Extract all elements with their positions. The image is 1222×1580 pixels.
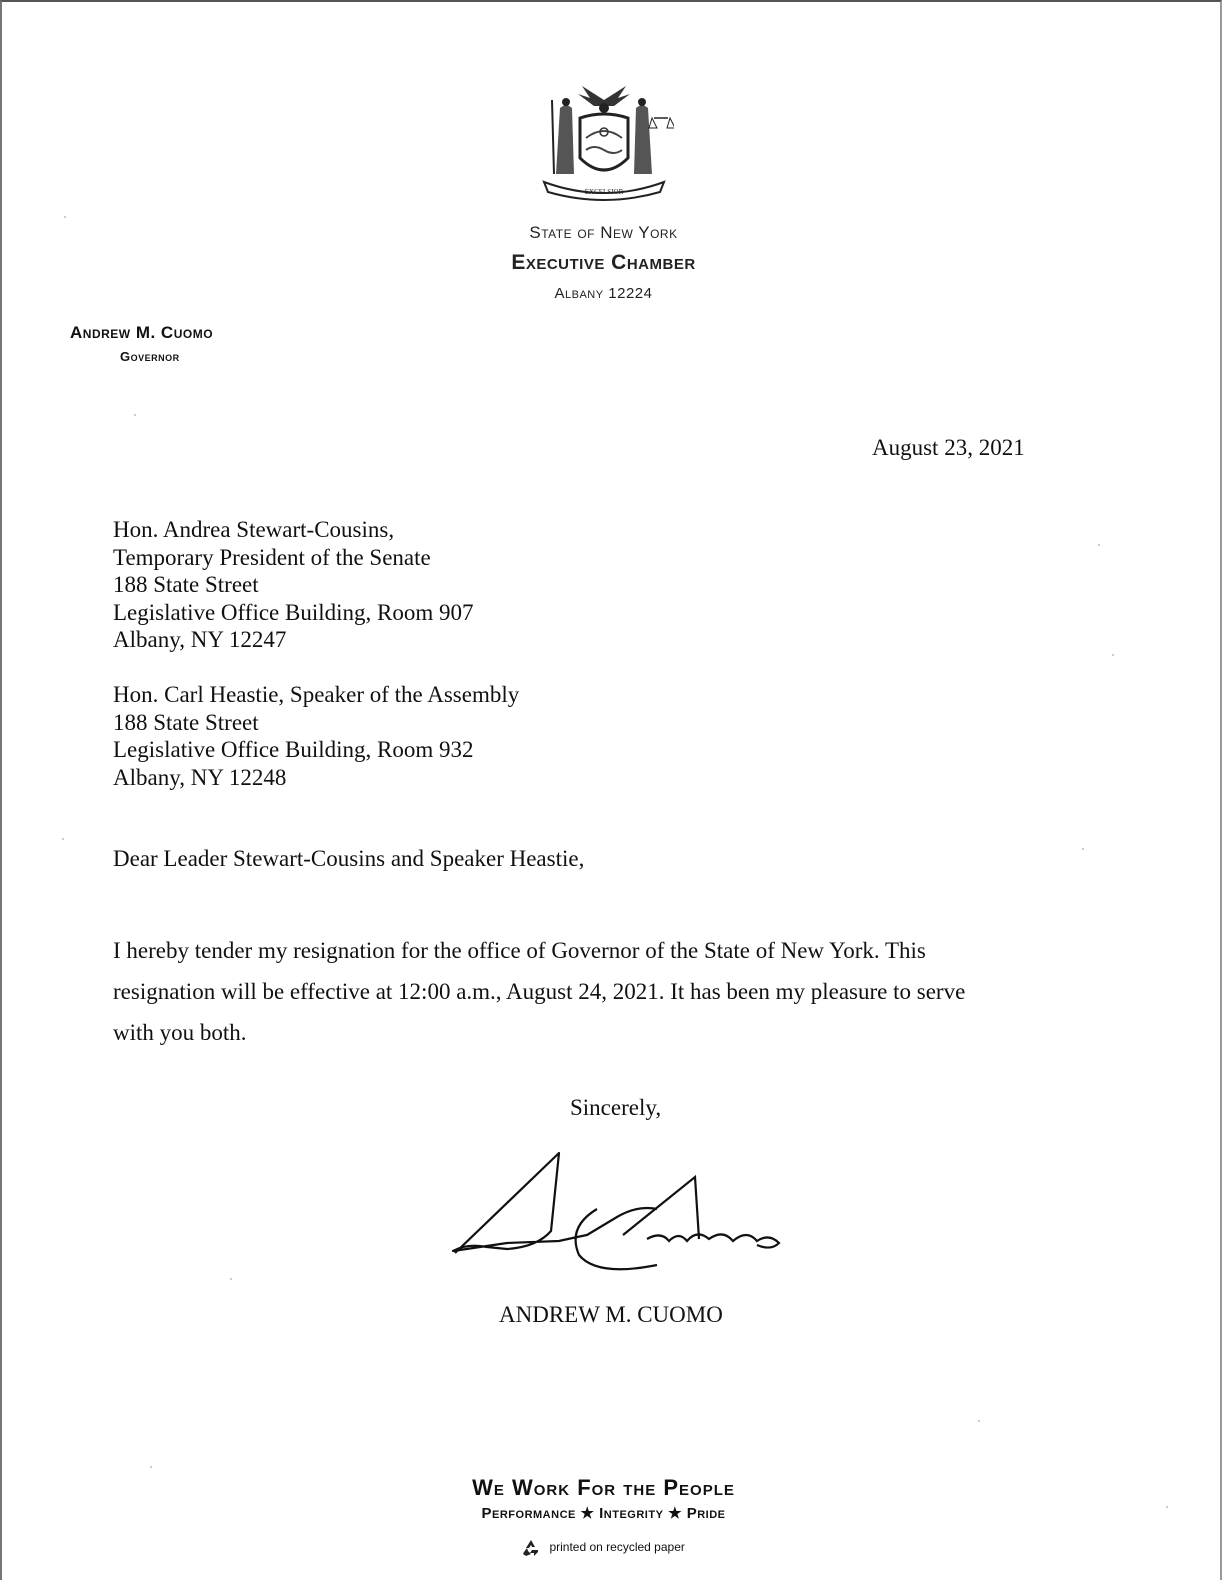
- address-line: Hon. Andrea Stewart-Cousins,: [113, 517, 395, 542]
- letterhead-address: Albany 12224: [554, 285, 653, 302]
- signature-icon: [447, 1147, 787, 1277]
- address-line: 188 State Street: [113, 572, 259, 597]
- governor-name: Andrew M. Cuomo: [70, 323, 214, 342]
- scan-speck: [230, 1278, 232, 1280]
- scan-speck: [978, 1420, 980, 1422]
- letter-body: [113, 930, 1013, 1053]
- salutation: Dear Leader Stewart-Cousins and Speaker Heastie,: [113, 846, 585, 871]
- address-line: Legislative Office Building, Room 932: [113, 737, 474, 762]
- footer-values: Performance ★ Integrity ★ Pride: [481, 1505, 726, 1522]
- signer-name: ANDREW M. CUOMO: [499, 1302, 723, 1327]
- recycle-icon: [522, 1539, 540, 1557]
- address-line: Legislative Office Building, Room 907: [113, 599, 474, 625]
- body-line: I hereby tender my resignation for the office of Governor of the State of New York. This: [113, 938, 926, 963]
- scan-speck: [1112, 654, 1114, 656]
- closing: Sincerely,: [570, 1095, 662, 1120]
- letter-date: August 23, 2021: [872, 435, 1025, 460]
- recycled-note-text: printed on recycled paper: [549, 1540, 685, 1555]
- address-line: Temporary President of the Senate: [113, 544, 431, 570]
- body-line: with you both.: [113, 1020, 247, 1045]
- body-line: resignation will be effective at 12:00 a.m., August 24, 2021. It has been my pleasure to serve: [113, 979, 966, 1004]
- scan-speck: [134, 414, 136, 416]
- recipient-address-senate: [113, 516, 474, 654]
- svg-text:EXCELSIOR: EXCELSIOR: [584, 188, 624, 196]
- state-seal-icon: [534, 78, 674, 204]
- scan-speck: [62, 838, 64, 840]
- address-line: Albany, NY 12247: [113, 627, 287, 652]
- scan-speck: [150, 1466, 152, 1468]
- scan-speck: [1166, 1506, 1168, 1508]
- letterhead-chamber: Executive Chamber: [511, 251, 696, 274]
- letterhead-state-name: State of New York: [529, 223, 678, 242]
- recipient-address-assembly: [113, 681, 519, 791]
- scan-speck: [64, 216, 66, 218]
- scan-speck: [1082, 848, 1084, 850]
- address-line: 188 State Street: [113, 709, 259, 735]
- address-line: Hon. Carl Heastie, Speaker of the Assembly: [113, 682, 520, 707]
- address-line: Albany, NY 12248: [113, 764, 287, 790]
- recycled-note: [2, 1539, 1205, 1557]
- footer-motto: We Work For the People: [472, 1475, 735, 1500]
- scan-speck: [1098, 544, 1100, 546]
- governor-title: Governor: [120, 349, 180, 364]
